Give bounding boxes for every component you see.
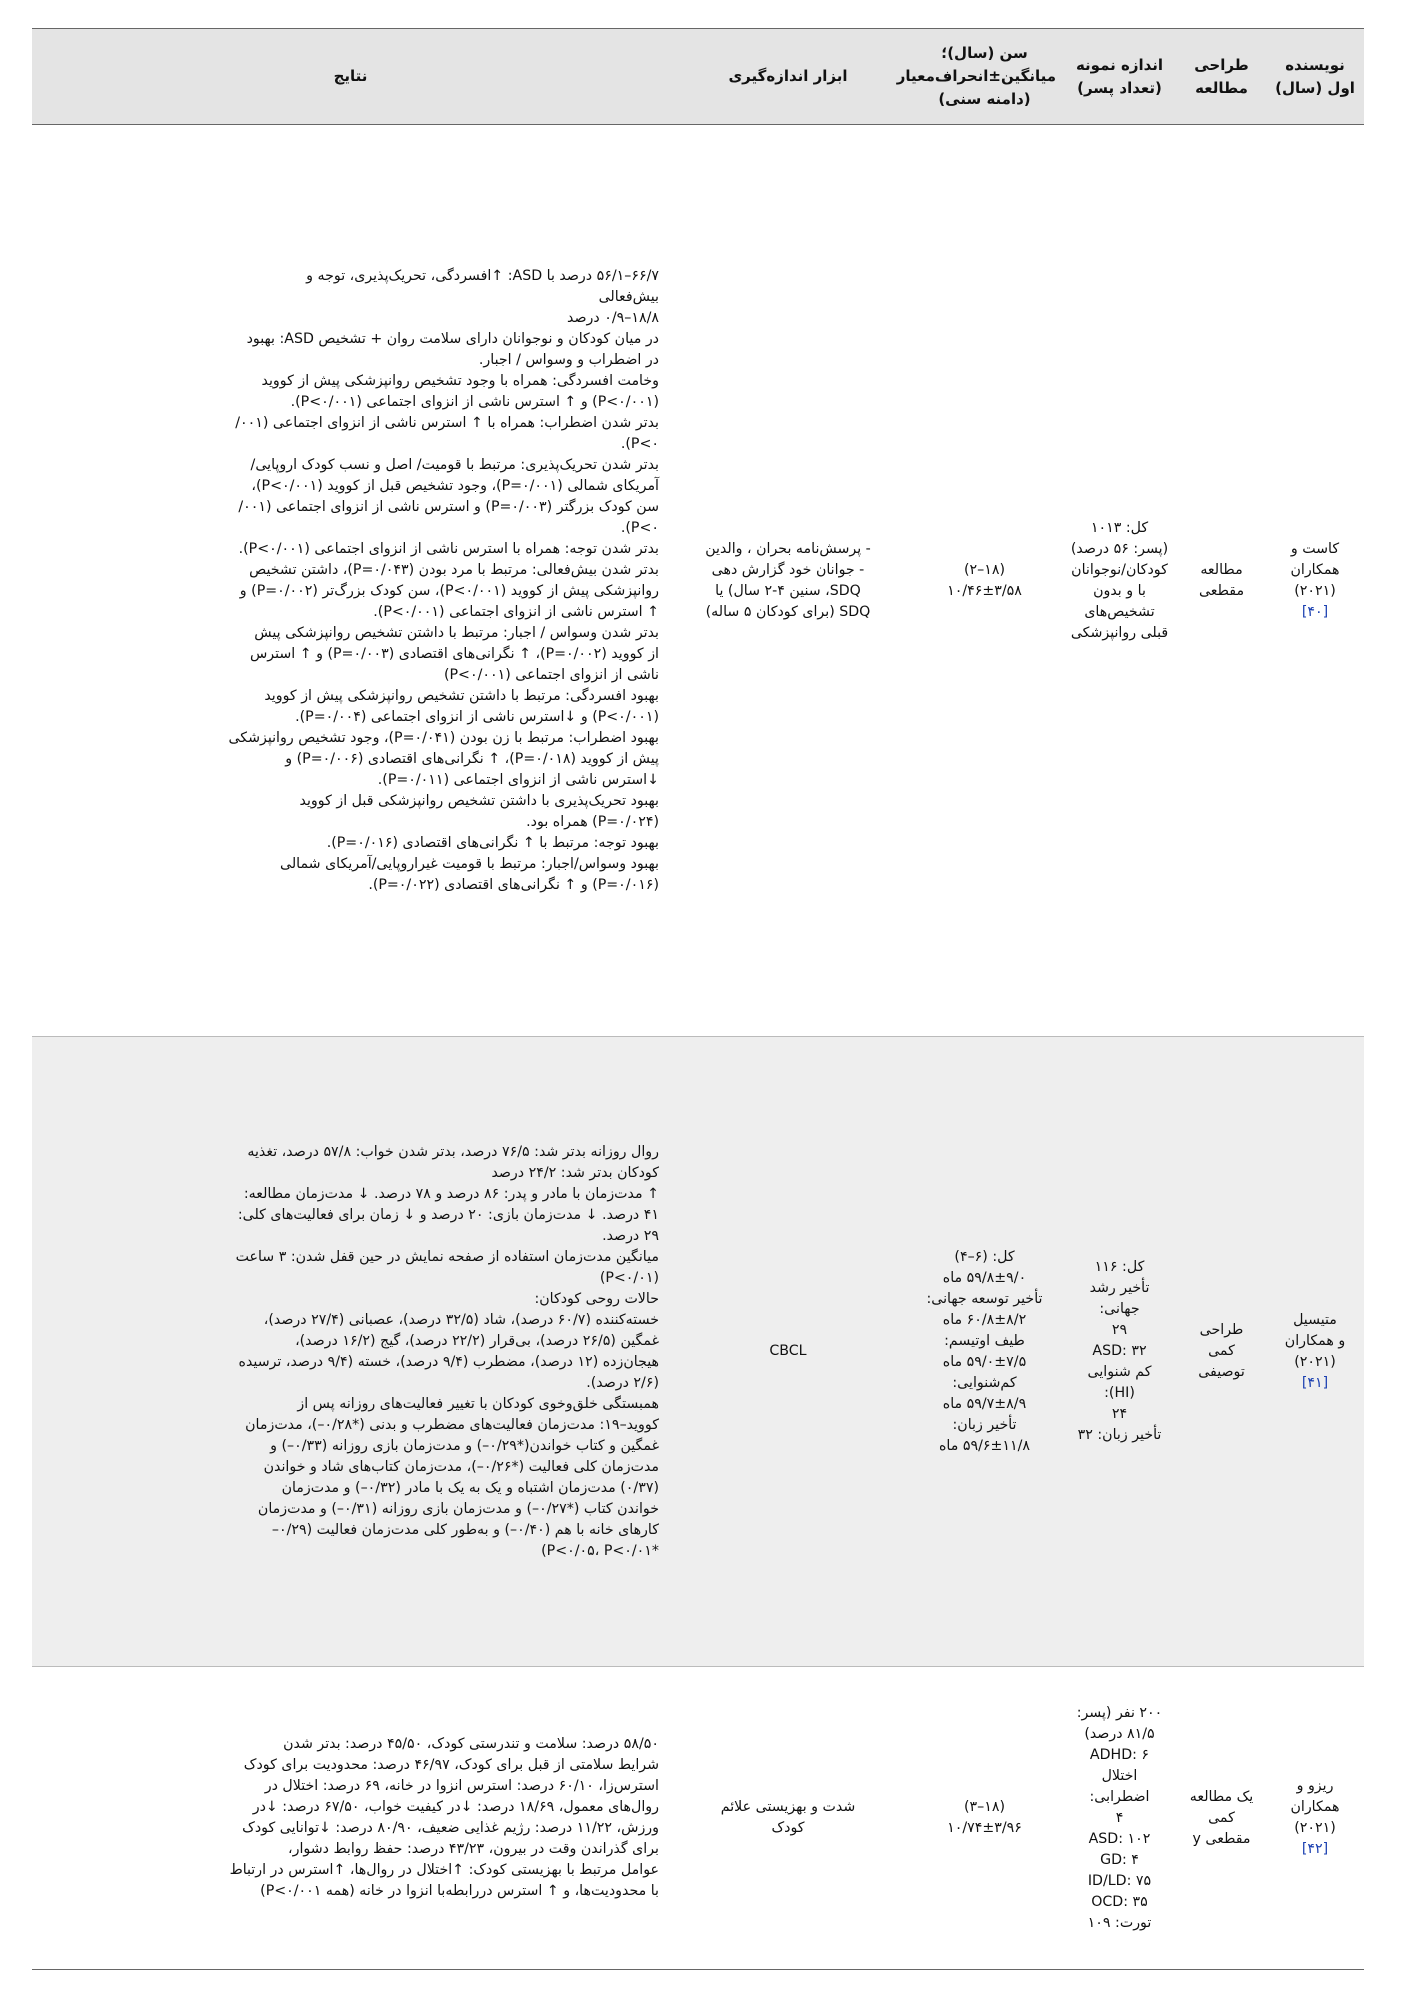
results-line: روال‌های معمول، ۱۸/۶۹ درصد: ↓در کیفیت خواب، ۶۷/۵۰ درصد: ↓در [252,1799,659,1815]
results-line: آمریکای شمالی (P=۰/۰۰۱)، وجود تشخیص قبل از کووید (P<۰/۰۰۱)، [251,477,659,494]
sample-line: ID/LD: ۷۵ [1087,1872,1152,1889]
results-line: (P=۰/۰۲۴) همراه بود. [526,813,659,830]
results-line: ↑ مدت‌زمان با مادر و پدر: ۸۶ درصد و ۷۸ درصد. ↓ مدت‌زمان مطالعه: [243,1185,659,1202]
design-line: یک مطالعه [1189,1788,1254,1805]
results-line: *P<۰/۰۵، P<۰/۰۱) [541,1542,659,1559]
sample-line: تورت: ۱۰۹ [1087,1914,1152,1931]
results-line: بهبود تحریک‌پذیری با داشتن تشخیص روانپزشکی قبل از کووید [299,792,659,809]
age-line: (۱۸–۳) [963,1799,1006,1815]
results-line: خواندن کتاب (*۰/۲۷–) و مدت‌زمان بازی روزانه (۰/۳۱–) و مدت‌زمان [257,1500,659,1517]
sample-line: قبلی روانپزشکی [1070,624,1169,641]
results-line: سن کودک بزرگتر (P=۰/۰۰۳) و استرس ناشی از انزوای اجتماعی (۰۰۱/ [238,498,659,515]
author-line: کاست و [1290,540,1340,557]
results-line: وخامت افسردگی: همراه با وجود تشخیص روانپزشکی پیش از کووید [261,372,659,389]
table-row [32,1037,1364,1667]
results-line: غمگین و کتاب خواندن(*۰/۲۹–) و مدت‌زمان بازی روزانه (۰/۳۳–) و [270,1437,659,1454]
reference-link[interactable]: [۴۰] [1301,603,1329,620]
sample-line: ASD: ۳۲ [1092,1343,1147,1359]
author-line: همکاران [1290,561,1340,578]
age-line: تأخیر زبان: [952,1416,1017,1433]
tool-cell [669,1037,907,1667]
results-line: با محدودیت‌ها، و ↑ استرس دررابطه‌با انزوا در خانه (همه P<۰/۰۰۱) [260,1883,659,1899]
reference-link[interactable]: [۴۲] [1301,1841,1329,1857]
results-line: (P<۰/۰۰۱) و ↑ استرس ناشی از انزوای اجتماعی (P<۰/۰۰۱). [290,393,659,410]
sample-line: اختلال اضطرابی: [1089,1767,1150,1805]
author-line: و همکاران [1284,1332,1346,1349]
results-line: بدتر شدن تحریک‌پذیری: مرتبط با قومیت/ اصل و نسب کودک اروپایی/ [250,456,659,473]
results-line: همبستگی خلق‌وخوی کودکان با تغییر فعالیت‌های روزانه پس از [297,1395,659,1412]
design-cell [1177,1037,1266,1667]
results-line: P<۰). [620,519,659,536]
design-line: مقطعی y [1192,1830,1251,1847]
results-cell [32,1667,669,1970]
results-line: خسته‌کننده (۶۰/۷ درصد)، شاد (۳۲/۵ درصد)، عصبانی (۲۷/۴ درصد)، [263,1311,659,1328]
results-line: (P<۰/۰۱) [599,1269,659,1286]
results-line: کارهای خانه با هم (۰/۴۰–) و به‌طور کلی مدت‌زمان فعالیت (۰/۲۹– [271,1521,659,1538]
results-line: ناشی از انزوای اجتماعی (P<۰/۰۰۱) [443,666,659,683]
author-line: (۲۰۲۱) [1294,1820,1336,1836]
results-line: بدتر شدن توجه: همراه با استرس ناشی از انزوای اجتماعی (P<۰/۰۰۱). [238,540,659,557]
reference-link[interactable]: [۴۱] [1301,1374,1329,1391]
age-line: ۶۰/۸±۸/۲ ماه [942,1311,1027,1328]
results-line: (۲/۶ درصد). [586,1374,659,1391]
design-line: کمی [1208,1809,1235,1826]
tool-line: SDQ، سنین ۴-۲ سال) یا [715,582,861,599]
results-line: عوامل مرتبط با بهزیستی کودک: ↑اختلال در روال‌ها، ↑استرس در ارتباط [229,1862,659,1878]
results-line: کووید–۱۹: مدت‌زمان فعالیت‌های مضطرب و بدنی (*۰/۲۸–)، مدت‌زمان [245,1416,659,1433]
results-line: بدتر شدن بیش‌فعالی: مرتبط با مرد بودن (P=۰/۰۴۳)، داشتن تشخیص [249,561,659,578]
results-line: (P=۰/۰۱۶) و ↑ نگرانی‌های اقتصادی (P=۰/۰۲۲). [368,876,659,893]
age-line: ۵۹/۷±۸/۹ ماه [942,1395,1027,1412]
results-line: غمگین (۲۶/۵ درصد)، بی‌قرار (۲۲/۲ درصد)، گیج (۱۶/۲ درصد)، [295,1332,659,1349]
sample-cell [1062,1667,1177,1970]
results-line: بدتر شدن اضطراب: همراه با ↑ استرس ناشی از انزوای اجتماعی (۰۰۱/ [235,414,659,431]
age-line: کم‌شنوایی: [952,1374,1017,1391]
author-cell [1266,1037,1364,1667]
results-line: ورزش، ۱۱/۲۲ درصد: رژیم غذایی ضعیف، ۸۰/۹۰ درصد: ↓توانایی کودک [242,1820,659,1836]
results-line: در میان کودکان و نوجوانان دارای سلامت روان + تشخیص ASD: بهبود [246,330,659,347]
sample-line: تأخیر رشد جهانی: [1089,1280,1150,1317]
sample-line: (پسر: ۵۶ درصد) [1070,540,1169,557]
results-line: استرس‌زا، ۶۰/۱۰ درصد: استرس انزوا در خانه، ۶۹ درصد: اختلال در [264,1778,659,1794]
design-line: مطالعه [1200,561,1243,578]
results-line: بهبود وسواس/اجبار: مرتبط با قومیت غیراروپایی/آمریکای شمالی [280,855,659,872]
results-line: روال روزانه بدتر شد: ۷۶/۵ درصد، بدتر شدن خواب: ۵۷/۸ درصد، تغذیه [247,1143,659,1160]
age-line: ۵۹/۰±۷/۵ ماه [942,1353,1027,1370]
author-line: ریزو و [1296,1778,1334,1794]
results-cell [32,125,669,1037]
results-line: (P<۰/۰۰۱) و ↓استرس ناشی از انزوای اجتماعی (P=۰/۰۰۴). [295,708,659,725]
sample-line: OCD: ۳۵ [1091,1893,1148,1910]
results-line: کودکان بدتر شد: ۲۴/۲ درصد [491,1164,659,1181]
sample-line: کودکان/نوجوانان [1071,561,1168,578]
tool-line: CBCL [769,1343,807,1359]
results-line: از کووید (P=۰/۰۰۲)، ↑ نگرانی‌های اقتصادی (P=۰/۰۰۳) و ↑ استرس [249,645,659,662]
header-sample: اندازه نمونه (تعداد پسر) [1062,29,1177,125]
results-line: بهبود اضطراب: مرتبط با زن بودن (P=۰/۰۴۱)، وجود تشخیص روانپزشکی [228,729,659,746]
results-line: بهبود افسردگی: مرتبط با داشتن تشخیص روانپزشکی پیش از کووید [264,687,659,704]
sample-line: تشخیص‌های [1084,603,1155,620]
tool-line: کودک [771,1820,805,1836]
results-line: ۶۶/۷–۵۶/۱ درصد با ASD: ↑افسردگی، تحریک‌پذیری، توجه و [306,267,659,284]
sample-line: کم شنوایی (HI): [1087,1364,1152,1401]
age-line: ۵۹/۶±۱۱/۸ ماه [938,1437,1031,1454]
results-line: هیجان‌زده (۱۲ درصد)، مضطرب (۹/۴ درصد)، خسته (۹/۴ درصد، ترسیده [238,1353,659,1370]
sample-cell [1062,125,1177,1037]
sample-line: ADHD: ۶ [1089,1746,1150,1763]
author-cell [1266,1667,1364,1970]
author-line: همکاران [1290,1799,1340,1815]
results-line: ↓استرس ناشی از انزوای اجتماعی (P=۰/۰۱۱). [377,771,659,788]
results-line: مدت‌زمان کلی فعالیت (*۰/۲۶–)، مدت‌زمان کتاب‌های شاد و خواندن [263,1458,659,1475]
table-row [32,125,1364,1037]
author-line: (۲۰۲۱) [1294,1353,1336,1370]
age-cell [907,1037,1062,1667]
age-line: ۱۰/۷۴±۳/۹۶ [947,1820,1022,1836]
results-line: ۲۹ درصد. [602,1227,659,1244]
author-line: متیسیل [1293,1311,1337,1328]
results-line: ۵۸/۵۰ درصد: سلامت و تندرستی کودک، ۴۵/۵۰ درصد: بدتر شدن [283,1736,659,1752]
sample-line: ۸۱/۵ درصد) [1084,1725,1155,1742]
header-design: طراحی مطالعه [1177,29,1266,125]
sample-cell [1062,1037,1177,1667]
age-line: ۱۰/۴۶±۳/۵۸ [947,582,1022,599]
design-cell [1177,125,1266,1037]
results-line: بدتر شدن وسواس / اجبار: مرتبط با داشتن تشخیص روانپزشکی پیش [254,624,659,641]
design-line: کمی [1208,1343,1235,1359]
sample-line: ۲۴ [1111,1406,1128,1422]
age-cell [907,125,1062,1037]
design-cell [1177,1667,1266,1970]
results-line: ۱۸/۸–۰/۹ درصد [567,309,659,326]
sample-line: کل: ۱۰۱۳ [1090,519,1149,536]
results-line: در اضطراب و وسواس / اجبار. [478,351,659,368]
results-line: روانپزشکی پیش از کووید (P<۰/۰۰۱)، سن کودک بزرگ‌تر (P=۰/۰۰۲) و [239,582,659,599]
design-line: طراحی [1199,1322,1244,1338]
results-line: ۴۱ درصد. ↓ مدت‌زمان بازی: ۲۰ درصد و ↓ زمان برای فعالیت‌های کلی: [237,1206,659,1223]
age-line: کل: (۶–۴) [954,1248,1015,1265]
header-tool: ابزار اندازه‌گیری [669,29,907,125]
tool-cell [669,125,907,1037]
sample-line: GD: ۴ [1100,1851,1139,1868]
age-cell [907,1667,1062,1970]
sample-line: ASD: ۱۰۲ [1088,1830,1151,1847]
author-cell [1266,125,1364,1037]
age-line: ۵۹/۸±۹/۰ ماه [942,1269,1027,1286]
age-line: تأخیر توسعه جهانی: [926,1290,1043,1307]
results-line: برای گذراندن وقت در بیرون، ۴۳/۲۳ درصد: حفظ روابط دشوار، [288,1841,659,1857]
results-line: بهبود توجه: مرتبط با ↑ نگرانی‌های اقتصادی (P=۰/۰۱۶). [326,834,659,851]
sample-line: تأخیر زبان: ۳۲ [1077,1427,1162,1443]
header-age: سن (سال)؛ میانگین±انحراف‌معیار (دامنه سنی) [907,29,1062,125]
tool-cell [669,1667,907,1970]
results-line: (۰/۳۷) مدت‌زمان اشتباه و یک به یک با مادر (۰/۳۲–) و مدت‌زمان [281,1479,659,1496]
age-line: طیف اوتیسم: [944,1332,1025,1349]
studies-table [32,28,1364,1970]
results-line: P<۰). [620,435,659,452]
sample-line: ۲۹ [1111,1322,1128,1338]
results-line: پیش از کووید (P=۰/۰۱۸)، ↑ نگرانی‌های اقتصادی (P=۰/۰۰۶) و [285,750,659,767]
header-row [32,29,1364,125]
header-results: نتایج [32,29,669,125]
results-line: حالات روحی کودکان: [534,1290,659,1307]
header-author: نویسنده اول (سال) [1266,29,1364,125]
tool-line: - جوانان خود گزارش دهی [711,561,865,578]
design-line: توصیفی [1198,1364,1245,1380]
tool-line: - پرسش‌نامه بحران ، والدین [705,540,871,557]
sample-line: ۴ [1115,1809,1124,1826]
sample-line: کل: ۱۱۶ [1094,1259,1145,1275]
age-line: (۱۸–۲) [963,561,1006,578]
results-line: ↑ استرس ناشی از انزوای اجتماعی (P<۰/۰۰۱). [373,603,659,620]
results-line: میانگین مدت‌زمان استفاده از صفحه نمایش در حین قفل شدن: ۳ ساعت [235,1248,659,1265]
results-line: بیش‌فعالی [598,288,659,305]
results-cell [32,1037,669,1667]
table-row [32,1667,1364,1970]
sample-line: با و بدون [1093,582,1146,599]
tool-line: شدت و بهزیستی علائم [720,1799,856,1815]
tool-line: SDQ (برای کودکان ۵ ساله) [705,603,871,620]
design-line: مقطعی [1198,582,1245,599]
results-line: شرایط سلامتی از قبل برای کودک، ۴۶/۹۷ درصد: محدودیت برای کودک [243,1757,659,1773]
sample-line: ۲۰۰ نفر (پسر: [1076,1704,1163,1721]
author-line: (۲۰۲۱) [1294,582,1336,599]
